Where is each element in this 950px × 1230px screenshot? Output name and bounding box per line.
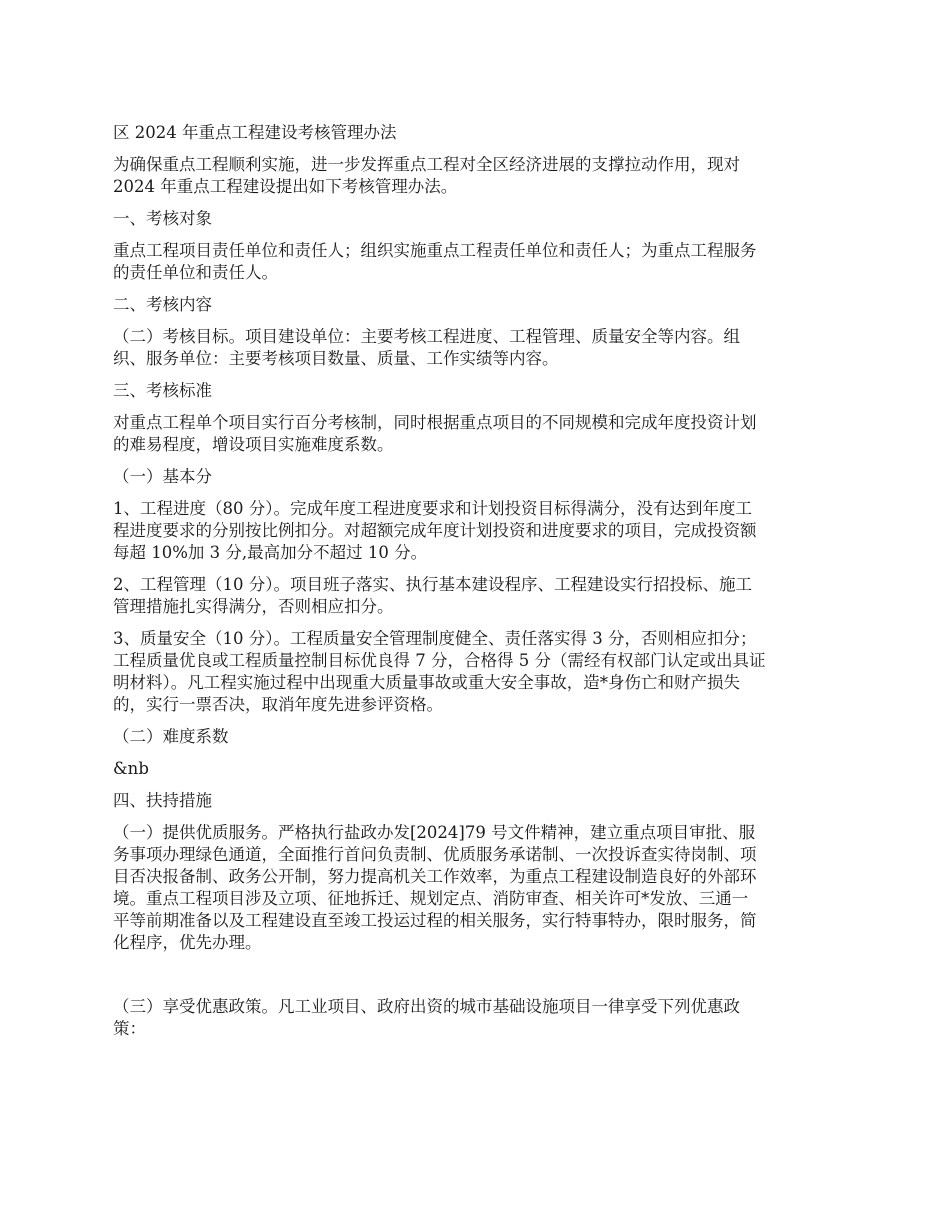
subheading-difficulty: （二）难度系数 (113, 727, 229, 746)
paragraph-intro: 为确保重点工程顺利实施，进一步发挥重点工程对全区经济进展的支撑拉动作用，现对 2024 年重点工程建设提出如下考核管理办法。 (113, 155, 740, 196)
paragraph-assessment-targets: 重点工程项目责任单位和责任人；组织实施重点工程责任单位和责任人；为重点工程服务 的责任单位和责任人。 (113, 241, 757, 282)
paragraph-progress: 1、工程进度（80 分）。完成年度工程进度要求和计划投资目标得满分，没有达到年度工 程进度要求的分别按比例扣分。对超额完成年度计划投资和进度要求的项目，完成投资额 每超 10%加 3 分,最高加分不超过 10 分。 (113, 499, 757, 562)
subheading-basic-score: （一）基本分 (113, 467, 212, 486)
section-heading-4: 四、扶持措施 (113, 791, 212, 810)
section-heading-3: 三、考核标准 (113, 381, 212, 400)
paragraph-fragment: &nb (113, 759, 149, 778)
paragraph-quality-safety: 3、质量安全（10 分）。工程质量安全管理制度健全、责任落实得 3 分，否则相应扣分； 工程质量优良或工程质量控制目标优良得 7 分，合格得 5 分（需经有权部门认定或出具证 明材料）。凡工程实施过程中出现重大质量事故或重大安全事故，造*身伤亡和财产损失 的，实行一票否决，取消年度先进参评资格。 (113, 629, 766, 714)
paragraph-quality-service: （一）提供优质服务。严格执行盐政办发[2024]79 号文件精神，建立重点项目审批、服 务事项办理绿色通道，全面推行首问负责制、优质服务承诺制、一次投诉查实待岗制、项 目否决报备制、政务公开制，努力提高机关工作效率，为重点工程建设制造良好的外部环 境。重点工程项目涉及立项、征地拆迁、规划定点、消防审查、相关许可*发放、三通一 平等前期准备以及工程建设直至竣工投运过程的相关服务，实行特事特办，限时服务，简 化程序，优先办理。 (113, 823, 757, 952)
paragraph-assessment-standard: 对重点工程单个项目实行百分考核制，同时根据重点项目的不同规模和完成年度投资计划 的难易程度，增设项目实施难度系数。 (113, 413, 757, 454)
document-page (113, 122, 841, 1040)
document-title: 区 2024 年重点工程建设考核管理办法 (113, 123, 397, 142)
paragraph-management: 2、工程管理（10 分）。项目班子落实、执行基本建设程序、工程建设实行招投标、施工 管理措施扎实得满分，否则相应扣分。 (113, 575, 752, 616)
section-heading-2: 二、考核内容 (113, 295, 212, 314)
section-heading-1: 一、考核对象 (113, 209, 212, 228)
paragraph-assessment-goals: （二）考核目标。项目建设单位：主要考核工程进度、工程管理、质量安全等内容。组 织、服务单位：主要考核项目数量、质量、工作实绩等内容。 (113, 327, 740, 368)
paragraph-preferential-policy: （三）享受优惠政策。凡工业项目、政府出资的城市基础设施项目一律享受下列优惠政 策： (113, 997, 740, 1038)
